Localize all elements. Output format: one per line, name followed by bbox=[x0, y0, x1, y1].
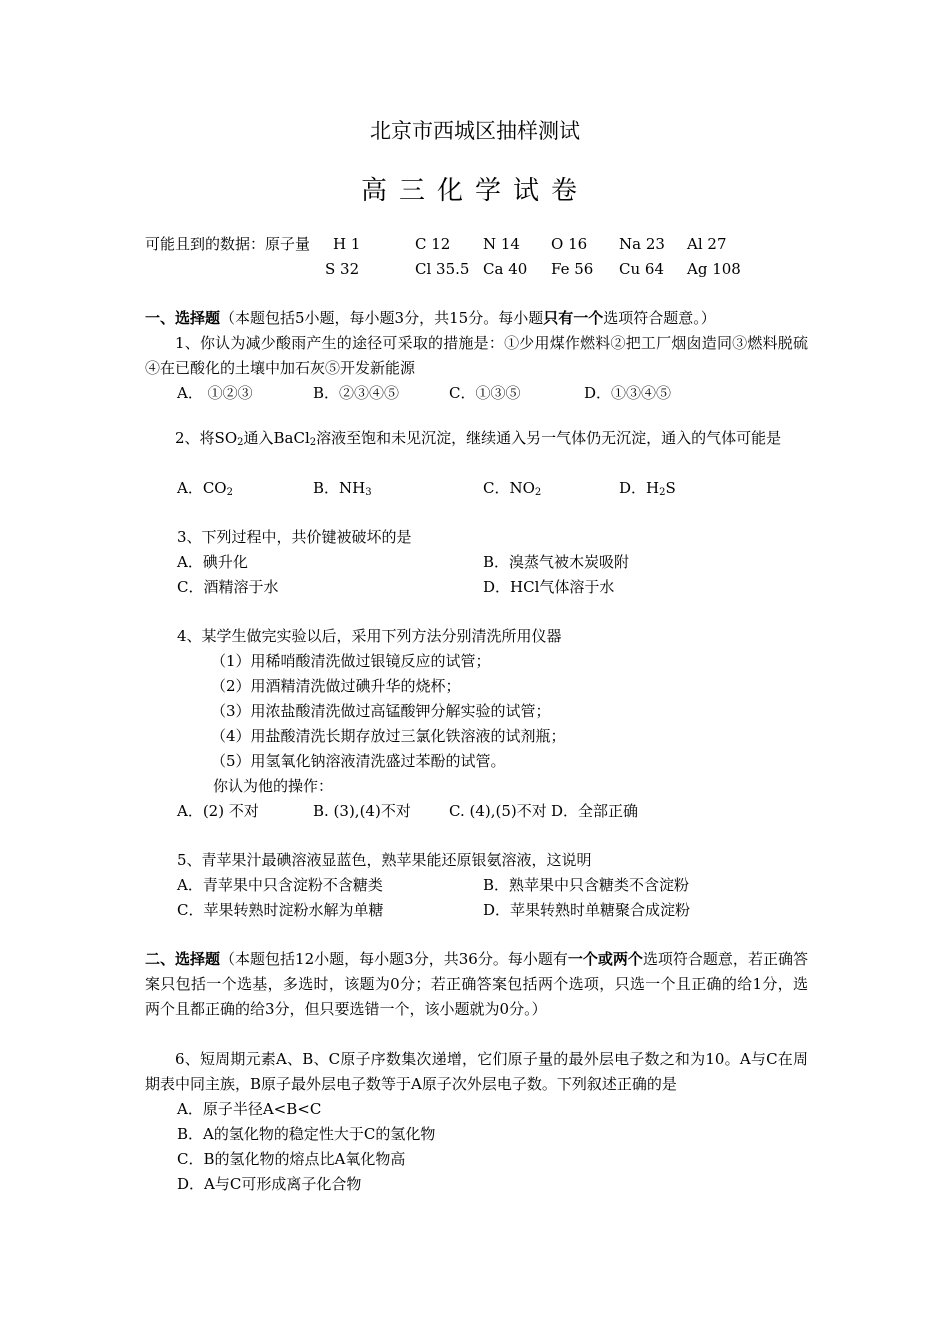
q3-stem: 3、下列过程中，共价键被破坏的是 bbox=[177, 528, 412, 546]
q4-item: （2）用酒精清洗做过碘升华的烧杯； bbox=[211, 677, 461, 695]
q5-option-d: D．苹果转熟时单糖聚合成淀粉 bbox=[483, 901, 691, 919]
section1-desc-bold: 只有一个 bbox=[543, 309, 604, 327]
q1-option-c: C．①③⑤ bbox=[449, 384, 521, 402]
q2-option-a: A．$CO_2$ bbox=[177, 479, 233, 498]
q3-option-a: A．碘升化 bbox=[177, 553, 248, 571]
atomic-cell: N 14 bbox=[483, 235, 520, 253]
q2-option-d: D．$H_2S$ bbox=[619, 479, 676, 498]
q4-item: （3）用浓盐酸清洗做过高锰酸钾分解实验的试管； bbox=[211, 702, 551, 720]
q1-option-a: A． ①②③ bbox=[177, 384, 253, 402]
atomic-cell: Ca 40 bbox=[483, 260, 528, 278]
q6-option-b: B．A的氢化物的稳定性大于C的氢化物 bbox=[177, 1125, 436, 1143]
atomic-cell: H 1 bbox=[333, 235, 361, 253]
q4-option-d: D．全部正确 bbox=[551, 802, 639, 820]
atomic-cell: C 12 bbox=[415, 235, 451, 253]
atomic-cell: Al 27 bbox=[687, 235, 727, 253]
q5-stem: 5、青苹果汁最碘溶液显蓝色，熟苹果能还原银氨溶液，这说明 bbox=[177, 851, 592, 869]
q1-option-b: B．②③④⑤ bbox=[313, 384, 400, 402]
q1-option-d: D．①③④⑤ bbox=[584, 384, 672, 402]
atomic-cell: Cl 35.5 bbox=[415, 260, 470, 278]
q6-option-a: A．原子半径A<B<C bbox=[177, 1100, 322, 1118]
q4-stem: 4、某学生做完实验以后，采用下列方法分别清洗所用仪器 bbox=[177, 627, 562, 645]
section2-header: 二、选择题（本题包括12小题，每小题3分，共36分。每小题有一个或两个选项符合题意，若正确答案只包括一个选基，多选时，该题为0分；若正确答案包括两个选项，只选一个且正确的给1分，选两个且都正确的给3分，但只要选错一个，该小题就为0分。） bbox=[145, 950, 808, 1018]
q2-option-c: C．$NO_2$ bbox=[483, 479, 542, 498]
q4-item: （4）用盐酸清洗长期存放过三氯化铁溶液的试剂瓶； bbox=[211, 727, 566, 745]
section2-heading: 二、选择题 bbox=[145, 950, 221, 968]
q3-option-d: D．HCl气体溶于水 bbox=[483, 578, 615, 596]
q6-option-c: C．B的氢化物的熔点比A氧化物高 bbox=[177, 1150, 406, 1168]
q6-stem: 6、短周期元素A、B、C原子序数集次递增，它们原子量的最外层电子数之和为10。A与C在周期表中同主族，B原子最外层电子数等于A原子次外层电子数。下列叙述正确的是 bbox=[145, 1050, 808, 1093]
q5-option-a: A．青苹果中只含淀粉不含糖类 bbox=[177, 876, 383, 894]
section1-desc: （本题包括5小题，每小题3分，共15分。每小题 bbox=[220, 309, 544, 327]
section1-header bbox=[145, 308, 716, 328]
q4-prompt: 你认为他的操作： bbox=[213, 777, 334, 795]
q1-stem: 1、你认为减少酸雨产生的途径可采取的措施是：①少用煤作燃料②把工厂烟囱造同③燃料脱硫④在已酸化的土壤中加石灰⑤开发新能源 bbox=[145, 334, 808, 377]
section1-desc-end: 选项符合题意。） bbox=[603, 309, 716, 327]
q2-stem: 2、将$SO_2$通入BaCl$_2$溶液至饱和未见沉淀，继续通入另一气体仍无沉淀，通入的气体可能是 bbox=[175, 429, 782, 448]
q5-option-c: C．苹果转熟时淀粉水解为单糖 bbox=[177, 901, 384, 919]
atomic-cell: Ag 108 bbox=[687, 260, 741, 278]
section2-desc-bold: 一个或两个 bbox=[567, 950, 643, 968]
page-title: 北京市西城区抽样测试 bbox=[370, 119, 580, 143]
atomic-cell: S 32 bbox=[325, 260, 360, 278]
atomic-cell: Fe 56 bbox=[551, 260, 594, 278]
atomic-cell: O 16 bbox=[551, 235, 588, 253]
exam-title: 高三化学试卷 bbox=[360, 176, 589, 206]
q6-option-d: D．A与C可形成离子化合物 bbox=[177, 1175, 362, 1193]
q4-item: （5）用氢氧化钠溶液清洗盛过苯酚的试管。 bbox=[211, 752, 506, 770]
atomic-cell: Cu 64 bbox=[619, 260, 664, 278]
q4-option-b: B. (3),(4)不对 bbox=[313, 802, 411, 820]
atomic-data-label: 可能且到的数据：原子量 bbox=[145, 235, 311, 253]
q3-option-b: B．溴蒸气被木炭吸附 bbox=[483, 553, 630, 571]
q4-option-a: A．(2) 不对 bbox=[177, 802, 259, 820]
q5-option-b: B．熟苹果中只含糖类不含淀粉 bbox=[483, 876, 690, 894]
atomic-cell: Na 23 bbox=[619, 235, 665, 253]
section1-heading: 一、选择题 bbox=[145, 309, 221, 327]
q4-option-c: C. (4),(5)不对 bbox=[449, 802, 547, 820]
q3-option-c: C．酒精溶于水 bbox=[177, 578, 279, 596]
q4-item: （1）用稀哨酸清洗做过银镜反应的试管； bbox=[211, 652, 491, 670]
q2-option-b: B．$NH_3$ bbox=[313, 479, 372, 498]
